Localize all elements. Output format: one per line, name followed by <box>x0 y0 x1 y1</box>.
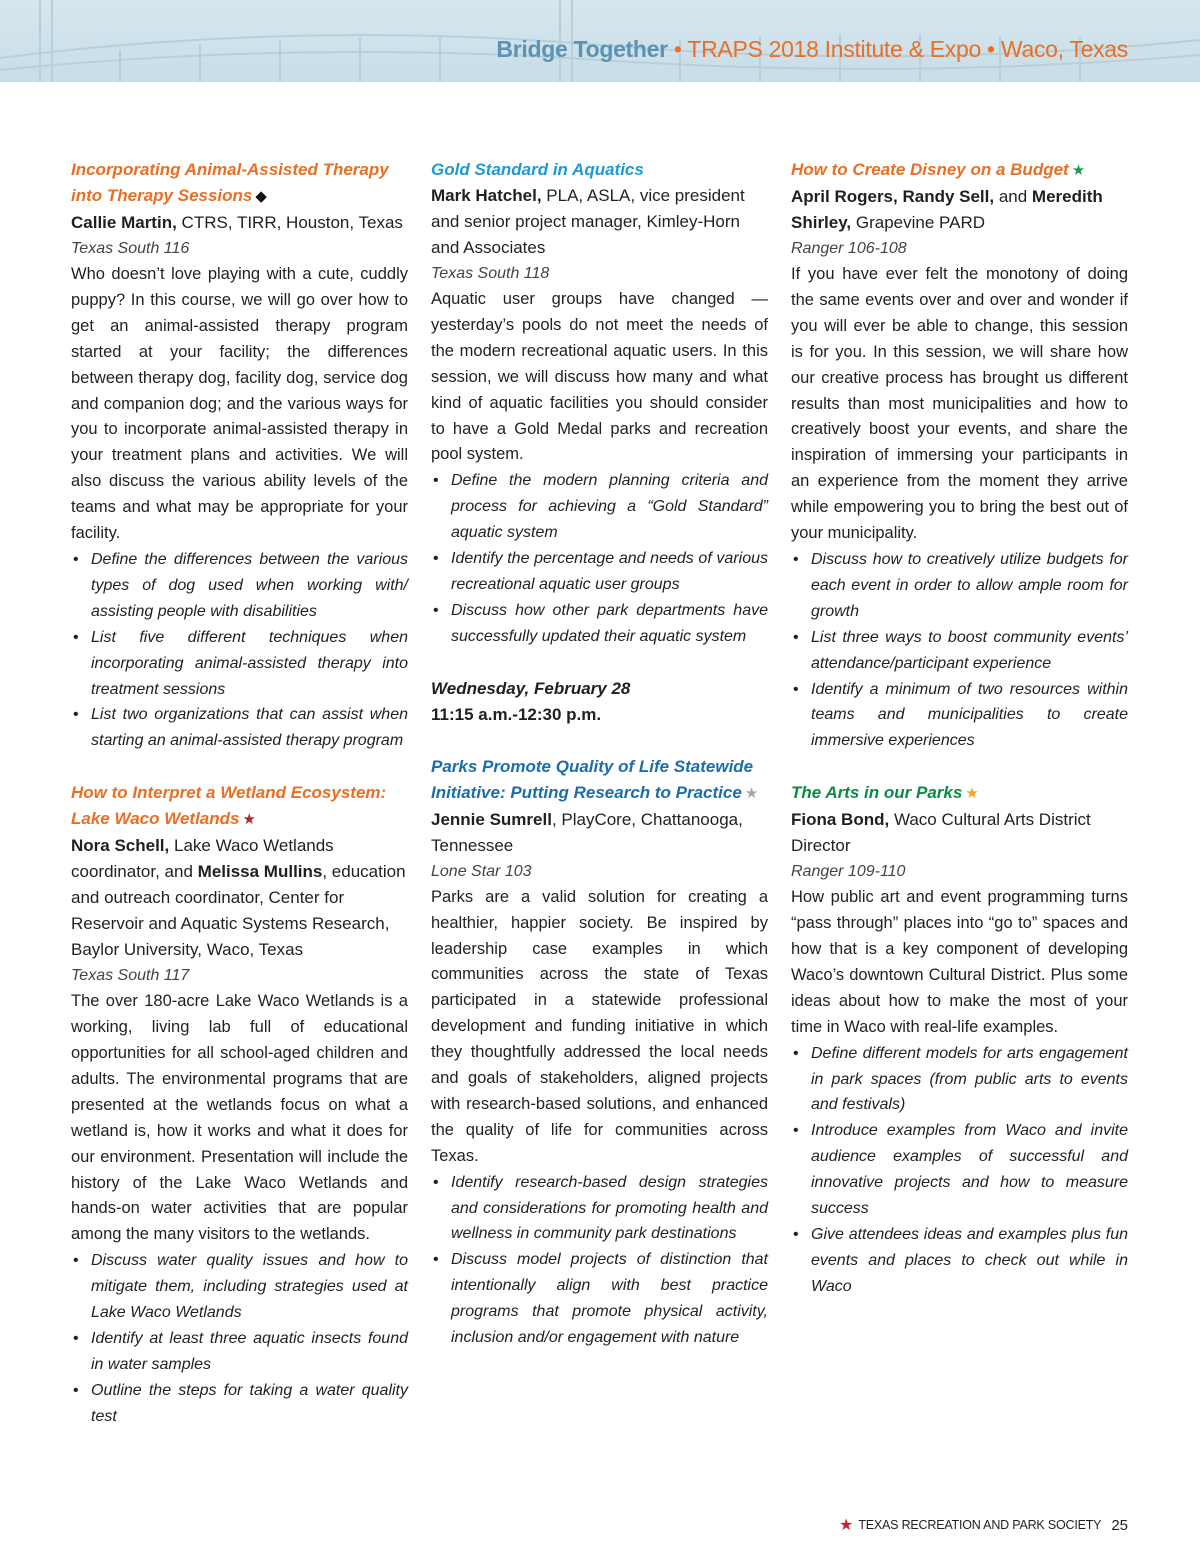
session-description: Who doesn’t love playing with a cute, cuddly puppy? In this course, we will go over how to get an animal-assisted therapy program started at your facility; the differences between therapy dog, facility dog, service dog and companion dog; and the various ways for you to incorporate animal-assisted therapy in your treatment plans and activities. We will also discuss the various ability levels of the teams and what may be appropriate for your facility. <box>71 265 408 543</box>
session-room: Texas South 117 <box>71 967 190 985</box>
star-icon: ★ <box>242 811 256 829</box>
objectives-list <box>791 547 1128 754</box>
session-room: Texas South 118 <box>431 265 550 282</box>
session-title <box>71 157 408 210</box>
session-title-line: How to Create Disney on a Budget <box>791 160 1069 179</box>
session-title-line: Initiative: Putting Research to Practice <box>431 782 742 802</box>
speaker-name: Jennie Sumrell <box>431 809 552 829</box>
session-title <box>791 780 1128 807</box>
column-1 <box>71 157 408 1430</box>
session-title <box>431 754 768 807</box>
header-location: Waco, Texas <box>1000 36 1128 62</box>
objective-item: • List five different techniques when incorporating animal-assisted therapy into treatment sessions <box>71 625 408 703</box>
page-footer <box>839 1515 1128 1535</box>
star-icon: ★ <box>965 785 979 803</box>
speaker-name: Melissa Mullins <box>197 862 323 882</box>
header-title <box>496 36 1128 63</box>
header-separator-2: • <box>980 36 1001 62</box>
session-title-line: The Arts in our Parks <box>791 783 963 803</box>
column-3 <box>791 157 1128 1300</box>
session-description: Parks are a valid solution for creating a healthier, happier society. Be inspired by leadership case examples in which communities across the state of Texas participated in a statewide professional development and funding initiative in which they thoughtfully addressed the local needs and goals of stakeholders, aligned projects with research-based solutions, and enhanced the quality of life for communities across Texas. <box>431 887 768 1165</box>
header-separator: • <box>667 36 688 62</box>
objective-item: • Discuss water quality issues and how to mitigate them, including strategies used at Lake Waco Wetlands <box>71 1248 408 1326</box>
objective-item: • Discuss how to creatively utilize budgets for each event in order to allow ample room for growth <box>791 547 1128 625</box>
speaker-name: Fiona Bond, <box>791 810 890 830</box>
session-title-line: Lake Waco Wetlands <box>71 809 240 829</box>
speaker-name: April Rogers, Randy Sell, <box>791 187 995 206</box>
star-icon: ★ <box>838 1517 854 1534</box>
speaker-name: Nora Schell, <box>71 836 170 856</box>
objectives-list <box>431 1170 768 1351</box>
session-title-line: Incorporating Animal-Assisted Therapy <box>71 160 389 179</box>
objective-item: • Identify research-based design strategies and considerations for promoting health and wellness in community park destinations <box>431 1170 768 1248</box>
session-description: The over 180-acre Lake Waco Wetlands is a working, living lab full of educational opportunities for all school-aged children and adults. The environmental programs that are presented at the wetlands focus on what a wetland is, how it works and what it does for our environment. Presentation will include the history of the Lake Waco Wetlands and hands-on water activities that are popular among the many visitors to the wetlands. <box>71 992 408 1244</box>
session-room: Lone Star 103 <box>431 862 532 880</box>
objective-item: • Identify the percentage and needs of various recreational aquatic user groups <box>431 546 768 598</box>
objectives-list <box>71 547 408 754</box>
speaker-name: Meredith Shirley, <box>791 187 1103 232</box>
session-title <box>791 157 1128 184</box>
objectives-list <box>791 1041 1128 1300</box>
column-2 <box>431 157 768 1351</box>
objective-item: • Identify a minimum of two resources within teams and municipalities to create immersive experiences <box>791 677 1128 755</box>
session-room: Ranger 109-110 <box>791 863 906 881</box>
objective-item: • Discuss how other park departments have successfully updated their aquatic system <box>431 598 768 650</box>
header-brand: Bridge Together <box>496 36 668 62</box>
speaker-name: Mark Hatchel, <box>431 186 542 205</box>
objective-item: • List two organizations that can assist when starting an animal-assisted therapy program <box>71 702 408 754</box>
schedule-day: Wednesday, February 28 <box>431 678 631 698</box>
speaker-affiliation: Lake Waco Wetlands coordinator, and <box>71 836 334 882</box>
session-room: Texas South 116 <box>71 240 190 257</box>
session-description: If you have ever felt the monotony of doing the same events over and over and wonder if you will ever be able to change, this session is for you. In this session, we will share how our creative process has brought us different results than most municipalities and how to creatively boost your events, and share the inspiration of immersing your participants in an experience from the moment they arrive while empowering you to bring the best out of your municipality. <box>791 265 1128 543</box>
speaker-line <box>431 183 768 261</box>
speaker-line <box>791 807 1128 859</box>
speaker-affiliation: , education and outreach coordinator, Center for Reservoir and Aquatic Systems Research, Baylor University, Waco, Texas <box>71 862 406 960</box>
speaker-affiliation: Waco Cultural Arts District Director <box>791 810 1091 856</box>
speaker-line <box>431 807 768 859</box>
session-title-line: into Therapy Sessions <box>71 186 253 205</box>
speaker-affiliation: Grapevine PARD <box>851 213 986 232</box>
session-description: How public art and event programming turns “pass through” places into “go to” spaces and how that is a key component of developing Waco’s downtown Cultural District. Plus some ideas about how to make the most of your time in Waco with real-life examples. <box>791 888 1128 1036</box>
star-icon: ★ <box>744 784 759 802</box>
objective-item: • Define the differences between the various types of dog used when working with/ assisting people with disabilities <box>71 547 408 625</box>
speaker-affiliation: and <box>994 187 1032 206</box>
speaker-name: Callie Martin, <box>71 213 177 232</box>
footer-organization: TEXAS RECREATION AND PARK SOCIETY <box>858 1518 1102 1532</box>
objective-item: • List three ways to boost community events’ attendance/participant experience <box>791 625 1128 677</box>
session-title-line: How to Interpret a Wetland Ecosystem: <box>71 783 387 803</box>
session-description: Aquatic user groups have changed — yesterday’s pools do not meet the needs of the modern recreational aquatic users. In this session, we will discuss how many and what kind of aquatic facilities you should consider to have a Gold Medal parks and recreation pool system. <box>431 290 768 464</box>
objective-item: • Give attendees ideas and examples plus fun events and places to check out while in Waco <box>791 1222 1128 1300</box>
objective-item: • Define the modern planning criteria and process for achieving a “Gold Standard” aquatic system <box>431 468 768 546</box>
page-number: 25 <box>1111 1516 1128 1534</box>
session-title: Gold Standard in Aquatics <box>431 160 644 179</box>
session-room: Ranger 106-108 <box>791 240 907 257</box>
objective-item: • Introduce examples from Waco and invite audience examples of successful and innovative projects and how to measure success <box>791 1118 1128 1222</box>
objective-item: • Define different models for arts engagement in park spaces (from public arts to events and festivals) <box>791 1041 1128 1119</box>
header-band <box>0 0 1200 82</box>
session-title <box>71 780 408 833</box>
star-icon: ★ <box>1071 162 1086 179</box>
speaker-affiliation: , PlayCore, Chattanooga, Tennessee <box>431 809 743 855</box>
speaker-line <box>71 210 408 236</box>
objectives-list <box>71 1248 408 1429</box>
speaker-line <box>791 184 1128 236</box>
objectives-list <box>431 468 768 649</box>
header-event: TRAPS 2018 Institute & Expo <box>687 36 981 62</box>
objective-item: • Outline the steps for taking a water quality test <box>71 1378 408 1430</box>
session-title-line: Parks Promote Quality of Life Statewide <box>431 756 754 776</box>
speaker-affiliation: PLA, ASLA, vice president and senior project manager, Kimley-Horn and Associates <box>431 186 745 257</box>
speaker-affiliation: CTRS, TIRR, Houston, Texas <box>176 213 403 232</box>
speaker-line <box>71 833 408 963</box>
diamond-icon: ◆ <box>255 188 267 205</box>
objective-item: • Identify at least three aquatic insects found in water samples <box>71 1326 408 1378</box>
schedule-time: 11:15 a.m.-12:30 p.m. <box>431 704 602 724</box>
objective-item: • Discuss model projects of distinction that intentionally align with best practice programs that promote physical activity, inclusion and/or engagement with nature <box>431 1247 768 1351</box>
